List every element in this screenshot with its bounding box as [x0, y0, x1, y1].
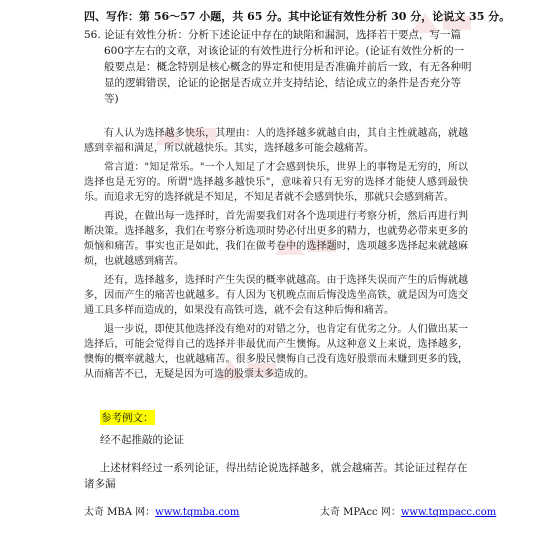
question-block: [84, 27, 472, 107]
reference-label: 参考例文：: [101, 412, 154, 424]
passage-paragraph: 有人认为选择越多快乐，其理由：人的选择越多就越自由，其自主性就越高，就越感到幸福和满足，所以就越快乐。其实，选择越多可能会越痛苦。: [84, 128, 468, 154]
footer-left-link[interactable]: www.tqmba.com: [155, 507, 240, 518]
question-number: 56.: [84, 29, 101, 41]
footer-right: [320, 503, 496, 518]
passage-paragraph: 还有，选择越多，选择时产生失误的概率就越高。由于选择失误而产生的后悔就越多，因而产生的痛苦也就越多。有人因为飞机晚点而后悔没选坐高铁，就是因为可选交通工具多样而造成的，如果没有高铁可选，就不会有这种后悔和痛苦。: [84, 275, 468, 316]
passage-paragraph: 常言道："知足常乐。"一个人知足了才会感到快乐，世界上的事物是无穷的，所以选择也是无穷的。所谓"选择越多越快乐"，意味着只有无穷的选择才能使人感到最快乐。而追求无穷的选择就是不知足，不知足者就不会感到快乐，那就只会感到痛苦。: [84, 162, 468, 203]
reference-essay-body: 上述材料经过一系列论证，得出结论说选择越多，就会越痛苦。其论证过程存在诸多漏: [84, 462, 468, 490]
question-prompt: 论证有效性分析：分析下述论证中存在的缺陷和漏洞，选择若干要点，写一篇600字左右的文章，对该论证的有效性进行分析和评论。(论证有效性分析的一般要点是：概念特别是核心概念的界定和使用是否准确并前后一致，有无各种明显的逻辑错误，论证的论据是否成立并支持结论，结论成立的条件是否充分等等): [104, 29, 472, 105]
footer-right-label: 太奇 MPAcc 网：: [320, 507, 401, 518]
footer-right-link[interactable]: www.tqmpacc.com: [400, 507, 497, 518]
footer-left: [84, 503, 239, 518]
footer-left-label: 太奇 MBA 网：: [84, 507, 156, 518]
argument-passage: [84, 126, 468, 386]
passage-paragraph: 再说，在做出每一选择时，首先需要我们对各个选项进行考察分析，然后再进行判断决策。选择越多，我们在考察分析选项时势必付出更多的精力，也就势必带来更多的烦恼和痛苦。事实也正是如此，我们在做考卷中的选择题时，选项越多选择起来就越麻烦，也就越感到痛苦。: [84, 211, 468, 267]
reference-essay-title: 经不起推敲的论证: [100, 434, 184, 446]
section-heading: 四、写作：第 56～57 小题，共 65 分。其中论证有效性分析 30 分，论说文 35 分。: [84, 10, 511, 23]
passage-paragraph: 退一步说，即使其他选择没有绝对的对错之分，也肯定有优劣之分。人们做出某一选择后，可能会觉得自己的选择并非最优而产生懊悔。从这种意义上来说，选择越多，懊悔的概率就越大，也就越痛苦。很多股民懊悔自己没有选好股票而未赚到更多的钱，从而痛苦不已，无疑是因为可选的股票太多造成的。: [84, 324, 468, 380]
